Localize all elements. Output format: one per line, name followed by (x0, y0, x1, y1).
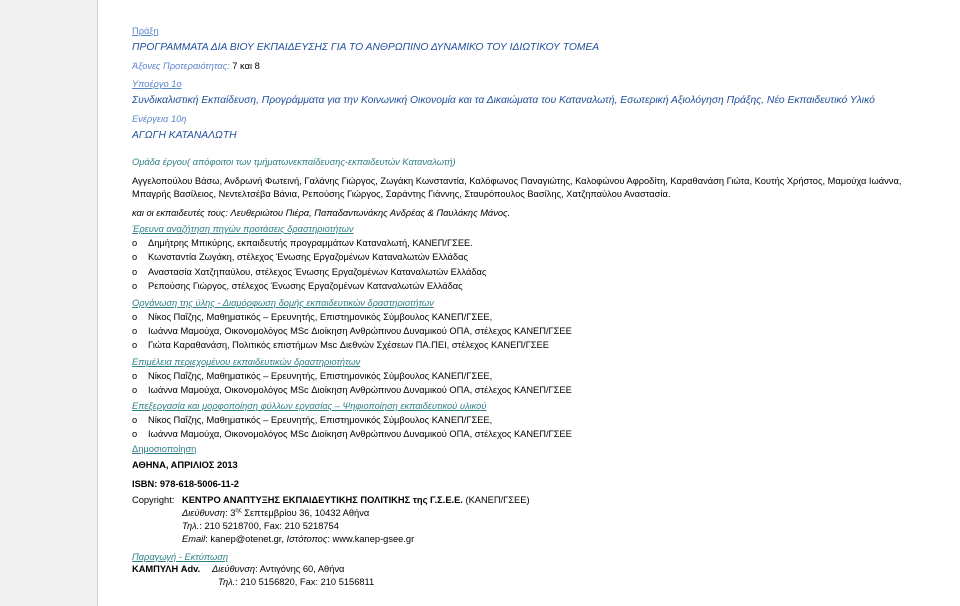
bullet-icon: o (132, 312, 138, 322)
bullet-icon: o (132, 238, 138, 248)
list-item: o Ρεπούσης Γιώργος, στέλεχος Ένωσης Εργαζομένων Καταναλωτών Ελλάδας (132, 281, 463, 291)
bullet-icon: o (132, 415, 138, 425)
address-line: Διεύθυνση: $3^{\eta\varsigma}$ Σεπτεμβρίου 36, 10432 Αθήνα (182, 507, 370, 518)
phone-line: Τηλ.: 210 5218700, Fax: 210 5218754 (182, 521, 339, 531)
section-editing-heading: Επιμέλεια περιεχομένου εκπαιδευτικών δραστηριοτήτων (132, 357, 361, 367)
list-item: o Νίκος Παΐζης, Μαθηματικός – Ερευνητής, Επιστημονικός Σύμβουλος ΚΑΝΕΠ/ΓΣΕΕ, (132, 371, 493, 381)
list-item: o Νίκος Παΐζης, Μαθηματικός – Ερευνητής, Επιστημονικός Σύμβουλος ΚΑΝΕΠ/ΓΣΕΕ, (132, 415, 493, 425)
praxi-label: Πράξη (132, 26, 159, 36)
section-processing-heading: Επεξεργασία και μορφοποίηση φύλλων εργασίας – Ψηφιοποίηση εκπαιδευτικού υλικού (132, 401, 487, 411)
document-page (97, 0, 960, 606)
isbn: ISBN: 978-618-5006-11-2 (132, 479, 239, 489)
praxi-title: ΠΡΟΓΡΑΜΜΑΤΑ ΔΙΑ ΒΙΟΥ ΕΚΠΑΙΔΕΥΣΗΣ ΓΙΑ ΤΟ ΑΝΘΡΩΠΙΝΟ ΔΥΝΑΜΙΚΟ ΤΟΥ ΙΔΙΩΤΙΚΟΥ ΤΟΜΕΑ (132, 42, 600, 53)
copyright-org: ΚΕΝΤΡΟ ΑΝΑΠΤΥΞΗΣ ΕΚΠΑΙΔΕΥΤΙΚΗΣ ΠΟΛΙΤΙΚΗΣ της Γ.Σ.Ε.Ε. (ΚΑΝΕΠ/ΓΣΕΕ) (182, 495, 530, 505)
bullet-icon: o (132, 252, 138, 262)
list-item: o Νίκος Παΐζης, Μαθηματικός – Ερευνητής, Επιστημονικός Σύμβουλος ΚΑΝΕΠ/ΓΣΕΕ, (132, 312, 493, 322)
email-line: Email: kanep@otenet.gr, Ιστότοπος: www.kanep-gsee.gr (182, 534, 415, 544)
bullet-icon: o (132, 429, 138, 439)
dimosiopoiisi-heading: Δημοσιοποίηση (132, 444, 197, 454)
axones-value: 7 και 8 (229, 61, 260, 71)
energeia-label: Ενέργεια 10η (132, 114, 187, 124)
bullet-icon: o (132, 340, 138, 350)
list-item: o Γιώτα Καραθανάση, Πολιτικός επιστήμων Msc Διεθνών Σχέσεων ΠΑ.ΠΕΙ, στέλεχος ΚΑΝΕΠ/ΓΣΕΕ (132, 340, 549, 350)
place-date: ΑΘΗΝΑ, ΑΠΡΙΛΙΟΣ 2013 (132, 460, 238, 470)
list-item: o Κωνσταντία Ζωγάκη, στέλεχος Ένωσης Εργαζομένων Καταναλωτών Ελλάδας (132, 252, 468, 262)
names-line-1: Αγγελοπούλου Βάσω, Ανδρωνή Φωτεινή, Γαλάνης Γιώργος, Ζωγάκη Κωνσταντία, Καλόφωνος Παναγιώτης, Καλοφώνου Αφροδίτη, Καραθανάση Γιώτα, Κουτής Χρήστος, Μαμούχα Ιωάννα, (132, 176, 902, 186)
section-research-heading: Έρευνα αναζήτηση πηγών προτάσεις δραστηριοτήτων (132, 224, 354, 234)
omada-heading: Ομάδα έργου( απόφοιτοι των τμήματωνεκπαίδευσης-εκπαιδευτών Καταναλωτή) (132, 157, 456, 167)
names-line-2: Μπαγρής Βασίλειος, Νεντελτσέβα Βάνια, Ρεπούσης Γιώργος, Σαράντης Γιάννης, Σταυρόπουλος Βασίλης, Χατζηπαύλου Αναστασία. (132, 189, 671, 199)
printer-address-line: Διεύθυνση: Αντιγόνης 60, Αθήνα (212, 564, 345, 574)
bullet-icon: o (132, 385, 138, 395)
list-item: o Αναστασία Χατζηπαύλου, στέλεχος Ένωσης Εργαζομένων Καταναλωτών Ελλάδας (132, 267, 487, 277)
axones-label: Άξονες Προτεραιότητας: (132, 61, 230, 71)
production-heading: Παραγωγή - Εκτύπωση (132, 552, 229, 562)
ypoergo-label: Υποέργο 1ο (132, 79, 182, 89)
energeia-title: ΑΓΩΓΗ ΚΑΤΑΝΑΛΩΤΗ (132, 130, 237, 141)
list-item: o Δημήτρης Μπικύρης, εκπαιδευτής προγραμμάτων Καταναλωτή, ΚΑΝΕΠ/ΓΣΕΕ. (132, 238, 473, 248)
bullet-icon: o (132, 326, 138, 336)
section-organization-heading: Οργάνωση της ύλης - Διαμόρφωση δομής εκπαιδευτικών δραστηριοτήτων (132, 298, 434, 308)
bullet-icon: o (132, 371, 138, 381)
ypoergo-title: Συνδικαλιστική Εκπαίδευση, Προγράμματα για την Κοινωνική Οικονομία και τα Δικαιώματα του Καταναλωτή, Εσωτερική Αξιολόγηση Πράξης, Νέο Εκπαιδευτικό Υλικό (132, 95, 875, 106)
axones-line (132, 60, 260, 72)
bullet-icon: o (132, 281, 138, 291)
list-item: o Ιωάννα Μαμούχα, Οικονομολόγος MSc Διοίκηση Ανθρώπινου Δυναμικού ΟΠΑ, στέλεχος ΚΑΝΕΠ/ΓΣΕΕ (132, 385, 572, 395)
educators-line: και οι εκπαιδευτές τους: Λευθεριώτου Πιέρα, Παπαδαντωνάκης Ανδρέας & Παυλάκης Μάνος. (132, 208, 511, 218)
printer-phone-line: Τηλ.: 210 5156820, Fax: 210 5156811 (218, 577, 375, 587)
list-item: o Ιωάννα Μαμούχα, Οικονομολόγος MSc Διοίκηση Ανθρώπινου Δυναμικού ΟΠΑ, στέλεχος ΚΑΝΕΠ/ΓΣΕΕ (132, 429, 572, 439)
copyright-line (132, 494, 530, 506)
printer-name: ΚΑΜΠΥΛΗ Adv. (132, 564, 201, 574)
bullet-icon: o (132, 267, 138, 277)
list-item: o Ιωάννα Μαμούχα, Οικονομολόγος MSc Διοίκηση Ανθρώπινου Δυναμικού ΟΠΑ, στέλεχος ΚΑΝΕΠ/ΓΣΕΕ (132, 326, 572, 336)
copyright-label: Copyright: (132, 495, 175, 505)
